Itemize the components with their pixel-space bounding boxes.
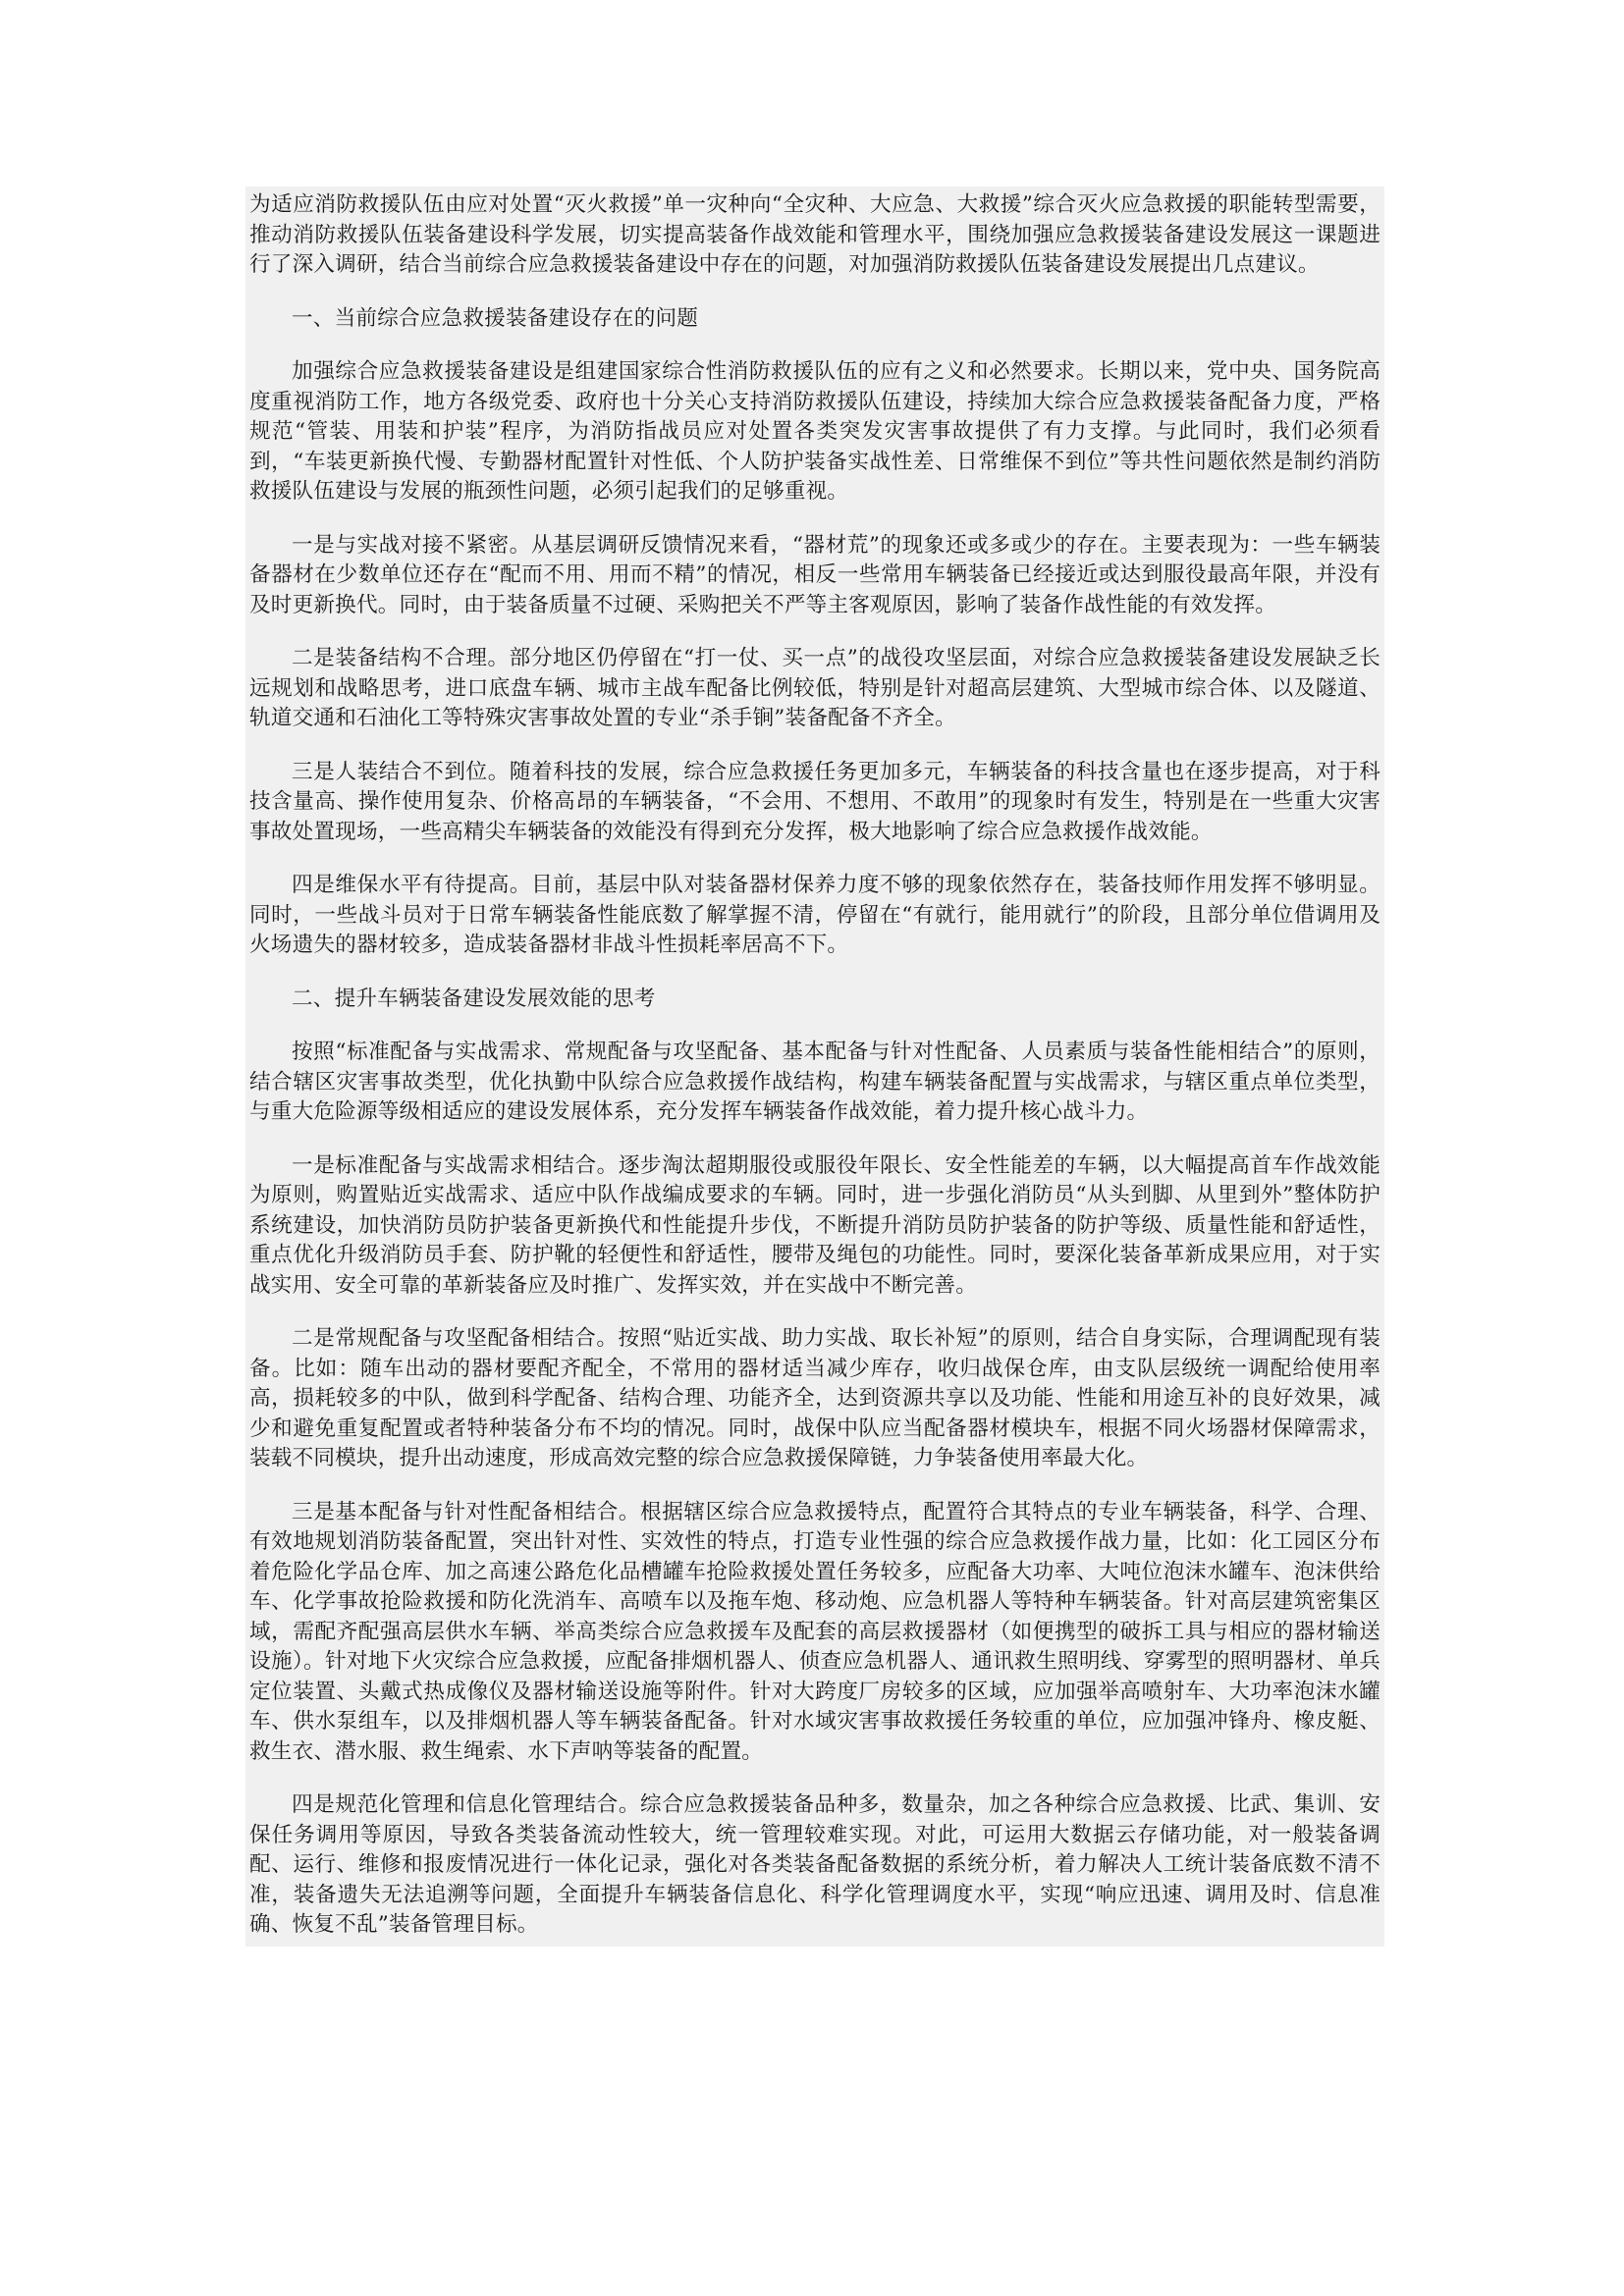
body-paragraph: 按照“标准配备与实战需求、常规配备与攻坚配备、基本配备与针对性配备、人员素质与装备性能相结合”的原则，结合辖区灾害事故类型，优化执勤中队综合应急救援作战结构，构建车辆装备配置与实战需求，与辖区重点单位类型，与重大危险源等级相适应的建设发展体系，充分发挥车辆装备作战效能，着力提升核心战斗力。 [249, 1040, 1380, 1124]
body-paragraph: 二是装备结构不合理。部分地区仍停留在“打一仗、买一点”的战役攻坚层面，对综合应急救援装备建设发展缺乏长远规划和战略思考，进口底盘车辆、城市主战车配备比例较低，特别是针对超高层建筑、大型城市综合体、以及隧道、轨道交通和石油化工等特殊灾害事故处置的专业“杀手锏”装备配备不齐全。 [249, 646, 1380, 730]
body-paragraph: 二是常规配备与攻坚配备相结合。按照“贴近实战、助力实战、取长补短”的原则，结合自身实际，合理调配现有装备。比如：随车出动的器材要配齐配全，不常用的器材适当减少库存，收归战保仓库，由支队层级统一调配给使用率高，损耗较多的中队，做到科学配备、结构合理、功能齐全，达到资源共享以及功能、性能和用途互补的良好效果，减少和避免重复配置或者特种装备分布不均的情况。同时，战保中队应当配备器材模块车，根据不同火场器材保障需求，装载不同模块，提升出动速度，形成高效完整的综合应急救援保障链，力争装备使用率最大化。 [249, 1326, 1380, 1470]
body-paragraph: 一是与实战对接不紧密。从基层调研反馈情况来看，“器材荒”的现象还或多或少的存在。主要表现为：一些车辆装备器材在少数单位还存在“配而不用、用而不精”的情况，相反一些常用车辆装备已经接近或达到服役最高年限，并没有及时更新换代。同时，由于装备质量不过硬、采购把关不严等主客观原因，影响了装备作战性能的有效发挥。 [249, 532, 1380, 617]
section-heading-1: 一、当前综合应急救援装备建设存在的问题 [292, 305, 699, 331]
body-paragraph: 四是规范化管理和信息化管理结合。综合应急救援装备品种多，数量杂，加之各种综合应急救援、比武、集训、安保任务调用等原因，导致各类装备流动性较大，统一管理较难实现。对此，可运用大数据云存储功能，对一般装备调配、运行、维修和报废情况进行一体化记录，强化对各类装备配备数据的系统分析，着力解决人工统计装备底数不清不准，装备遗失无法追溯等问题，全面提升车辆装备信息化、科学化管理调度水平，实现“响应迅速、调用及时、信息准确、恢复不乱”装备管理目标。 [249, 1792, 1380, 1937]
body-paragraph: 四是维保水平有待提高。目前，基层中队对装备器材保养力度不够的现象依然存在，装备技师作用发挥不够明显。同时，一些战斗员对于日常车辆装备性能底数了解掌握不清，停留在“有就行，能用就行”的阶段，且部分单位借调用及火场遗失的器材较多，造成装备器材非战斗性损耗率居高不下。 [249, 873, 1380, 957]
body-paragraph: 一是标准配备与实战需求相结合。逐步淘汰超期服役或服役年限长、安全性能差的车辆，以大幅提高首车作战效能为原则，购置贴近实战需求、适应中队作战编成要求的车辆。同时，进一步强化消防员“从头到脚、从里到外”整体防护系统建设，加快消防员防护装备更新换代和性能提升步伐，不断提升消防员防护装备的防护等级、质量性能和舒适性，重点优化升级消防员手套、防护靴的轻便性和舒适性，腰带及绳包的功能性。同时，要深化装备革新成果应用，对于实战实用、安全可靠的革新装备应及时推广、发挥实效，并在实战中不断完善。 [249, 1152, 1380, 1298]
document-page [245, 187, 1384, 1947]
section-heading-2: 二、提升车辆装备建设发展效能的思考 [292, 986, 656, 1011]
intro-paragraph: 为适应消防救援队伍由应对处置“灭火救援”单一灾种向“全灾种、大应急、大救援”综合灭火应急救援的职能转型需要，推动消防救援队伍装备建设科学发展，切实提高装备作战效能和管理水平，围绕加强应急救援装备建设发展这一课题进行了深入调研，结合当前综合应急救援装备建设中存在的问题，对加强消防救援队伍装备建设发展提出几点建议。 [249, 192, 1380, 277]
body-paragraph: 三是基本配备与针对性配备相结合。根据辖区综合应急救援特点，配置符合其特点的专业车辆装备，科学、合理、有效地规划消防装备配置，突出针对性、实效性的特点，打造专业性强的综合应急救援作战力量，比如：化工园区分布着危险化学品仓库、加之高速公路危化品槽罐车抢险救援处置任务较多，应配备大功率、大吨位泡沫水罐车、泡沫供给车、化学事故抢险救援和防化洗消车、高喷车以及拖车炮、移动炮、应急机器人等特种车辆装备。针对高层建筑密集区域，需配齐配强高层供水车辆、举高类综合应急救援车及配套的高层救援器材（如便携型的破拆工具与相应的器材输送设施）。针对地下火灾综合应急救援，应配备排烟机器人、侦查应急机器人、通讯救生照明线、穿雾型的照明器材、单兵定位装置、头戴式热成像仪及器材输送设施等附件。针对大跨度厂房较多的区域，应加强举高喷射车、大功率泡沫水罐车、供水泵组车，以及排烟机器人等车辆装备配备。针对水域灾害事故救援任务较重的单位，应加强冲锋舟、橡皮艇、救生衣、潜水服、救生绳索、水下声呐等装备的配置。 [249, 1499, 1380, 1764]
body-paragraph: 加强综合应急救援装备建设是组建国家综合性消防救援队伍的应有之义和必然要求。长期以来，党中央、国务院高度重视消防工作，地方各级党委、政府也十分关心支持消防救援队伍建设，持续加大综合应急救援装备配备力度，严格规范“管装、用装和护装”程序，为消防指战员应对处置各类突发灾害事故提供了有力支撑。与此同时，我们必须看到，“车装更新换代慢、专勤器材配置针对性低、个人防护装备实战性差、日常维保不到位”等共性问题依然是制约消防救援队伍建设与发展的瓶颈性问题，必须引起我们的足够重视。 [249, 359, 1380, 504]
body-paragraph: 三是人装结合不到位。随着科技的发展，综合应急救援任务更加多元，车辆装备的科技含量也在逐步提高，对于科技含量高、操作使用复杂、价格高昂的车辆装备，“不会用、不想用、不敢用”的现象时有发生，特别是在一些重大灾害事故处置现场，一些高精尖车辆装备的效能没有得到充分发挥，极大地影响了综合应急救援作战效能。 [249, 759, 1380, 844]
